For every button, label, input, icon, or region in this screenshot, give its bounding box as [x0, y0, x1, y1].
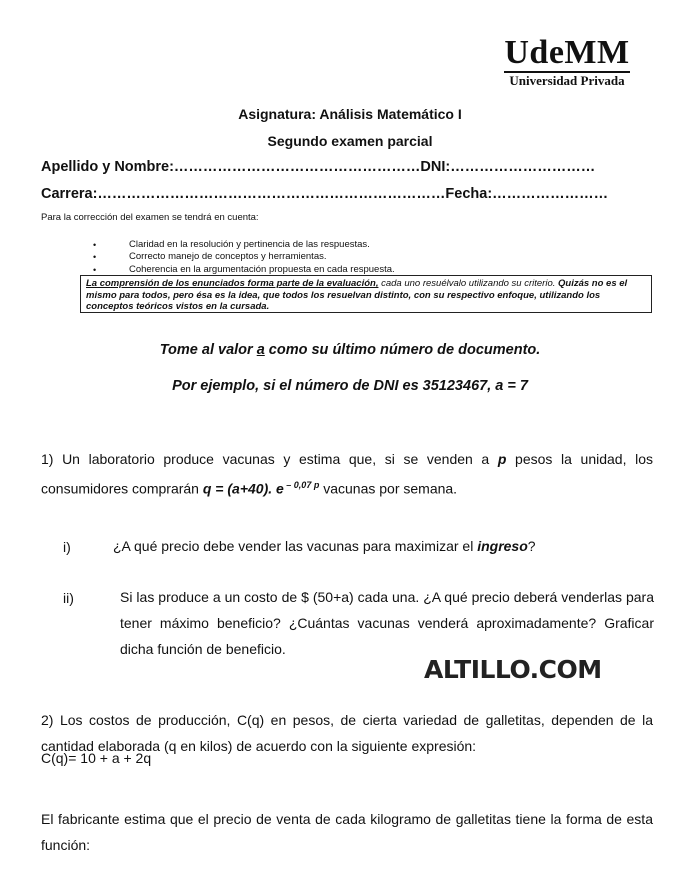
evaluation-note-box [80, 275, 652, 313]
name-dni-field: Apellido y Nombre:……………………………………………DNI:………………………… [41, 159, 596, 175]
problem-1-statement [41, 446, 653, 502]
instruction-line-1 [0, 342, 700, 358]
instruction-line-2: Por ejemplo, si el número de DNI es 35123467, a = 7 [172, 378, 528, 394]
udemm-logo [501, 36, 633, 88]
p1-text-b: pesos la unidad, los consumidores comprarán [41, 451, 653, 497]
note-underlined: La comprensión de los enunciados forma parte de la evaluación, [86, 278, 379, 289]
instruction-post: como su último número de documento. [264, 342, 541, 358]
criteria-intro: Para la corrección del examen se tendrá en cuenta: [41, 212, 259, 223]
subject-title: Asignatura: Análisis Matemático I [238, 106, 462, 122]
p1-var-p: p [497, 451, 507, 467]
list-item: • Claridad en la resolución y pertinencia de las respuestas. [93, 239, 395, 251]
instruction-pre: Tome al valor [159, 342, 257, 358]
p1-formula: q = (a+40). e [202, 480, 284, 497]
item-i-text [113, 533, 647, 559]
problem-2-statement: 2) Los costos de producción, C(q) en pesos, de cierta variedad de galletitas, dependen de la cantidad elaborada (q en kilos) de acuerdo con la siguiente expresión: [41, 712, 653, 754]
i-text-b: ? [527, 538, 536, 554]
criteria-list [93, 239, 395, 276]
i-text-a: ¿A qué precio debe vender las vacunas para maximizar el [113, 538, 478, 554]
problem-2-statement-2: El fabricante estima que el precio de venta de cada kilogramo de galletitas tiene la forma de esta función: [41, 811, 653, 853]
problem-2-formula: C(q)= 10 + a + 2q [41, 750, 152, 766]
p1-text-c: vacunas por semana. [319, 480, 458, 497]
instruction-a: a [256, 342, 265, 358]
item-i-number: i) [63, 539, 71, 555]
i-bold: ingreso [477, 538, 528, 554]
item-ii-number: ii) [63, 590, 74, 606]
item-ii-text: Si las produce a un costo de $ (50+a) cada una. ¿A qué precio deberá venderlas para tener máximo beneficio? ¿Cuántas vacunas venderá aproximadamente? Graficar dicha función de beneficio. [120, 589, 654, 657]
note-plain: cada uno resuélvalo utilizando su criterio. [378, 278, 556, 289]
career-date-field: Carrera:………………………………………………………………Fecha:…………………… [41, 186, 609, 202]
logo-mark: UdeMM [504, 34, 630, 71]
note-rest: Quizás no es el mismo para todos, pero ésa es la idea, que todos los resuelvan distinto, con su respectivo enfoque, utilizando los conceptos teóricos vistos en la cursada. [86, 278, 628, 312]
logo-subtitle: Universidad Privada [509, 73, 625, 88]
list-item: • Coherencia en la argumentación propuesta en cada respuesta. [93, 264, 395, 276]
p1-exponent: – 0,07 p [283, 480, 320, 490]
exam-title: Segundo examen parcial [267, 133, 433, 149]
altillo-watermark: ALTILLO.COM [424, 655, 602, 684]
p1-text-a: 1) Un laboratorio produce vacunas y estima que, si se venden a [41, 451, 498, 467]
list-item: • Correcto manejo de conceptos y herramientas. [93, 251, 395, 263]
